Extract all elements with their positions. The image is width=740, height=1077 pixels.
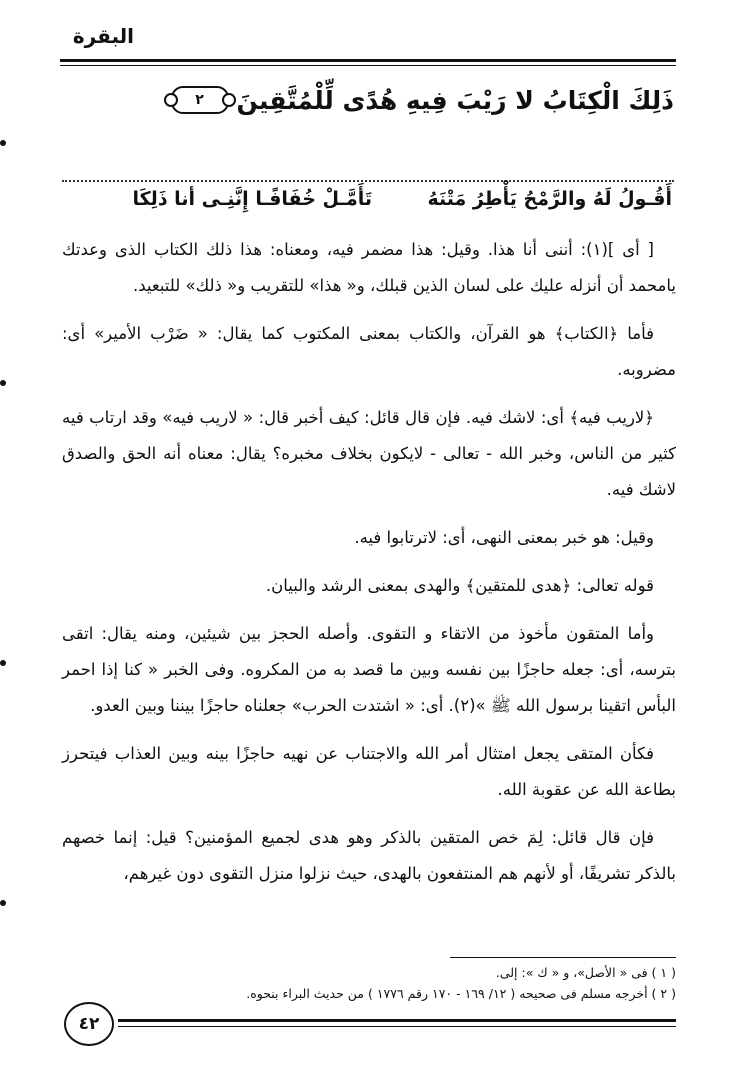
dotted-divider [62,180,674,182]
footnote-1: ( ١ ) فى « الأصل»، و « ك »: إلى. [495,965,676,980]
binding-mark [0,900,6,906]
footnotes [66,962,676,1004]
verse-text: ذَلِكَ الْكِتَابُ لا رَيْبَ فِيهِ هُدًى لِّلْمُتَّقِينَ [236,85,674,115]
paragraph: فكأن المتقى يجعل امتثال أمر الله والاجتناب عن نهيه حاجزًا بينه وبين العذاب فيتحرز بطاعة الله عن عقوبة الله. [62,744,676,799]
page-number: ٤٢ [64,1002,114,1046]
running-header-surah-name: البقرة [72,24,134,48]
header-rule [60,59,676,62]
header-rule-thin [60,65,676,66]
footnote-2: ( ٢ ) أخرجه مسلم فى صحيحه ( ١٢/ ١٦٩ - ١٧٠ رقم ١٧٧٦ ) من حديث البراء بنحوه. [246,986,676,1001]
paragraph: قوله تعالى: ﴿هدى للمتقين﴾ والهدى بمعنى الرشد والبيان. [265,576,654,595]
paragraph: فأما ﴿الكتاب﴾ هو القرآن، والكتاب بمعنى المكتوب كما يقال: « ضَرْب الأمير» أى: مضروبه. [62,324,676,379]
poem-first-hemistich: أَقُـولُ لَهُ والرَّمْحُ يَأْطِرُ مَتْنَهُ [427,188,672,210]
commentary-body [62,232,676,904]
paragraph: وقيل: هو خبر بمعنى النهى، أى: لاترتابوا فيه. [354,528,654,547]
paragraph: ﴿لاريب فيه﴾ أى: لاشك فيه. فإن قال قائل: كيف أخبر قال: « لاريب فيه» وقد ارتاب فيه كثير من الناس، وخبر الله - تعالى - لايكون بخلاف مخبره؟ يقال: معناه أنه الحق والصدق لاشك فيه. [62,408,676,499]
quran-verse [64,80,674,120]
paragraph: وأما المتقون مأخوذ من الاتقاء و التقوى. وأصله الحجز بين شيئين، ومنه يقال: اتقى بترسه، أى: جعله حاجزًا بين نفسه وبين ما قصد به من المكروه. وفى الخبر « كنا إذا احمر البأس اتقينا برسول الله ﷺ »(٢). أى: « اشتدت الحرب» جعلناه حاجزًا بيننا وبين العدو. [62,624,676,715]
binding-mark [0,380,6,386]
ayah-number-marker: ٢ [171,86,229,114]
footer-rule [118,1019,676,1022]
poem-second-hemistich: تَأَمَّـلْ خُفَافًـا إِنَّنِـى أنا ذَلِكَا [132,188,372,210]
binding-mark [0,140,6,146]
paragraph: [ أى ](١): أننى أنا هذا. وقيل: هذا مضمر فيه، ومعناه: هذا ذلك الكتاب الذى وعدتك يامحمد أن أنزله عليك على لسان الذين قبلك، و« هذا» للتقريب و« ذلك» للتبعيد. [62,240,676,295]
footer-rule-thin [118,1026,676,1027]
paragraph: فإن قال قائل: لِمَ خص المتقين بالذكر وهو هدى لجميع المؤمنين؟ قيل: إنما خصهم بالذكر تشريفًا، أو لأنهم هم المنتفعون بالهدى، حيث نزلوا منزل التقوى دون غيرهم، [62,828,676,883]
footnote-separator [450,957,676,958]
binding-mark [0,660,6,666]
